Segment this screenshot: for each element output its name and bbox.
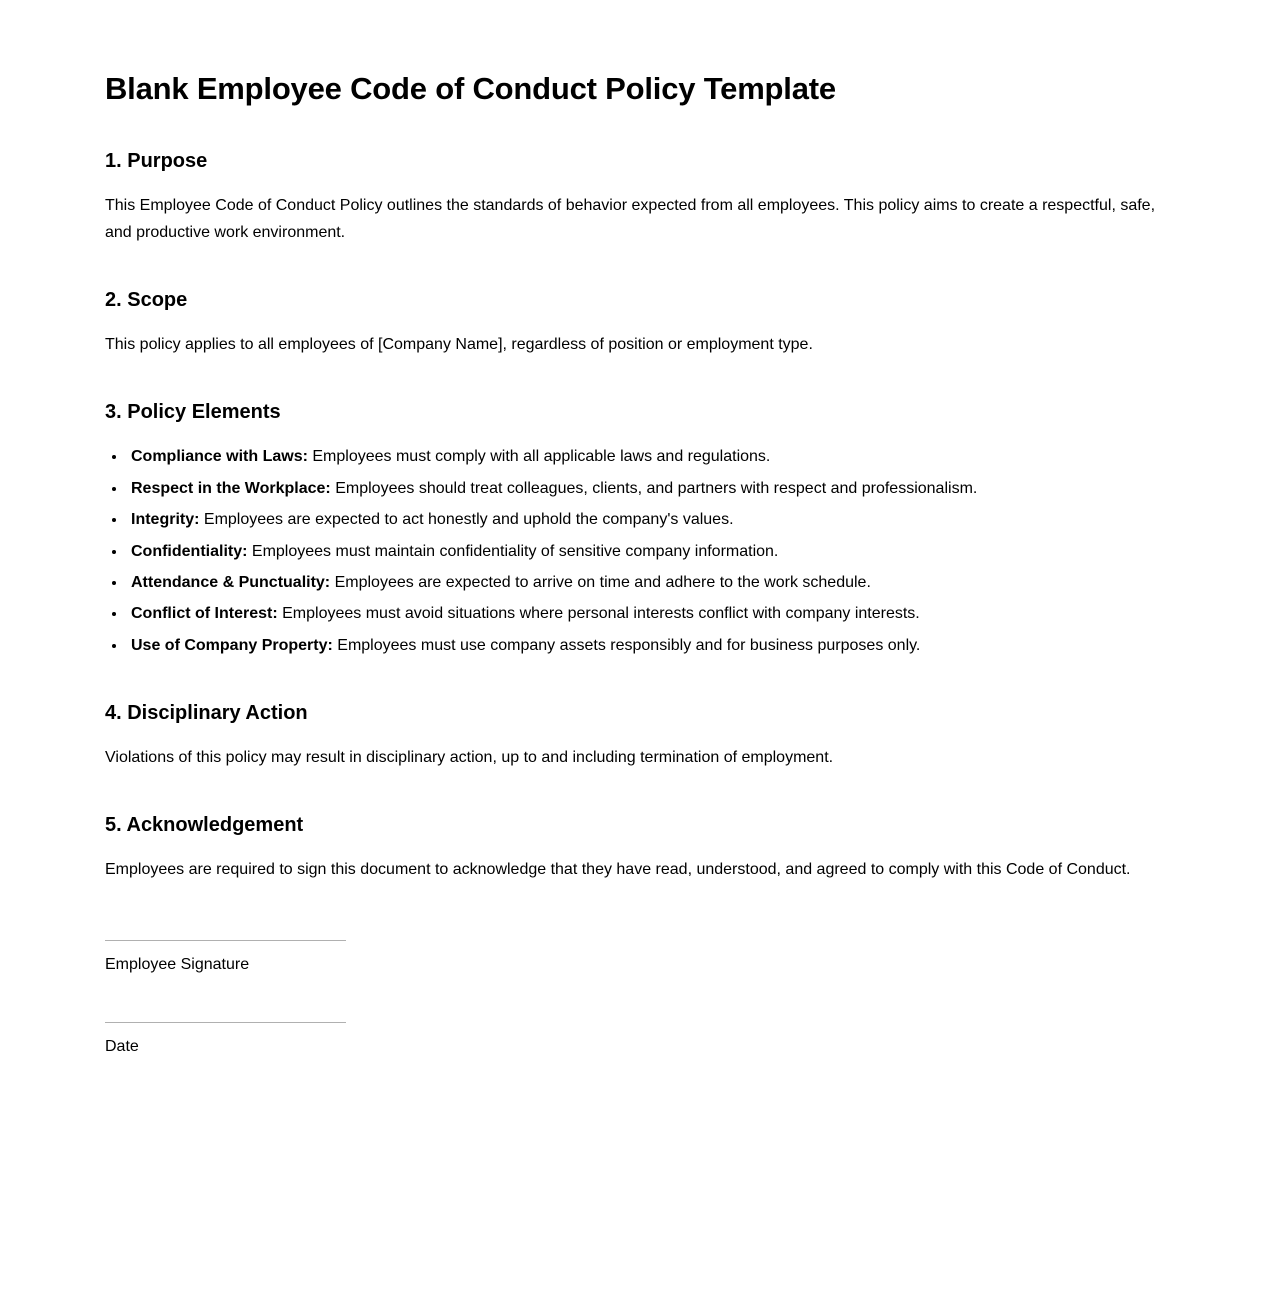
list-item-label: Integrity: bbox=[131, 511, 200, 529]
section-paragraph-purpose: This Employee Code of Conduct Policy outlines the standards of behavior expected from all employees. This policy aims to create a respectful, safe, and productive work environment. bbox=[105, 197, 1156, 241]
section-acknowledgement bbox=[105, 813, 1183, 883]
employee-signature-label: Employee Signature bbox=[105, 955, 250, 973]
list-item-description: Employees must use company assets responsibly and for business purposes only. bbox=[337, 636, 921, 654]
section-scope bbox=[105, 288, 1183, 358]
list-item-label: Attendance & Punctuality: bbox=[131, 573, 331, 591]
policy-elements-list bbox=[105, 444, 1183, 659]
list-item-label: Confidentiality: bbox=[131, 542, 248, 560]
section-purpose bbox=[105, 149, 1183, 246]
list-item-description: Employees should treat colleagues, clients, and partners with respect and professionalism. bbox=[335, 479, 978, 497]
list-item-label: Conflict of Interest: bbox=[131, 605, 278, 623]
list-item bbox=[127, 539, 1183, 565]
list-item bbox=[127, 601, 1183, 627]
list-item-label: Use of Company Property: bbox=[131, 636, 333, 654]
list-item bbox=[127, 476, 1183, 502]
section-heading-policy-elements: 3. Policy Elements bbox=[105, 401, 281, 424]
list-item-description: Employees must comply with all applicable laws and regulations. bbox=[312, 448, 771, 466]
date-label: Date bbox=[105, 1037, 139, 1055]
section-heading-acknowledgement: 5. Acknowledgement bbox=[105, 814, 304, 837]
date-line[interactable] bbox=[105, 1022, 346, 1023]
list-item-description: Employees must maintain confidentiality of sensitive company information. bbox=[251, 542, 779, 560]
list-item-label: Compliance with Laws: bbox=[131, 448, 308, 466]
section-heading-scope: 2. Scope bbox=[105, 288, 188, 311]
employee-signature-field[interactable] bbox=[105, 940, 1183, 976]
list-item-description: Employees are expected to arrive on time and adhere to the work schedule. bbox=[334, 573, 871, 591]
list-item-description: Employees are expected to act honestly and uphold the company's values. bbox=[203, 511, 734, 529]
list-item bbox=[127, 570, 1183, 596]
list-item-label: Respect in the Workplace: bbox=[131, 479, 331, 497]
employee-signature-line[interactable] bbox=[105, 940, 346, 941]
section-paragraph-disciplinary-action: Violations of this policy may result in disciplinary action, up to and including termination of employment. bbox=[105, 749, 834, 767]
section-disciplinary-action bbox=[105, 701, 1183, 771]
list-item bbox=[127, 444, 1183, 470]
section-heading-purpose: 1. Purpose bbox=[105, 150, 208, 173]
list-item bbox=[127, 507, 1183, 533]
list-item-description: Employees must avoid situations where personal interests conflict with company interests. bbox=[282, 605, 920, 623]
signature-block bbox=[105, 940, 1183, 1058]
list-item bbox=[127, 633, 1183, 659]
section-paragraph-scope: This policy applies to all employees of [Company Name], regardless of position or employment type. bbox=[105, 335, 813, 353]
section-paragraph-acknowledgement: Employees are required to sign this document to acknowledge that they have read, understood, and agreed to comply with this Code of Conduct. bbox=[105, 861, 1131, 879]
section-policy-elements bbox=[105, 400, 1183, 659]
page-title: Blank Employee Code of Conduct Policy Template bbox=[105, 71, 836, 106]
date-field[interactable] bbox=[105, 1022, 1183, 1058]
section-heading-disciplinary-action: 4. Disciplinary Action bbox=[105, 702, 308, 725]
